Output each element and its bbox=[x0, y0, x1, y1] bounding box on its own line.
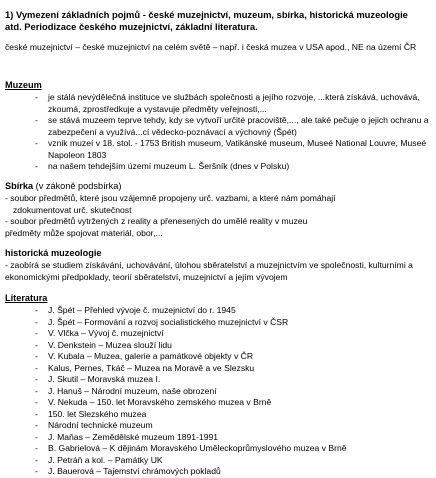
list-item: - V. Denkstein – Muzea slouží lidu bbox=[5, 340, 430, 352]
list-item: - je stálá nevýdělečná instituce ve službách společnosti a jejího rozvoje, ...která získává, uchovává, zkoumá, zprostředkuje a vystavuje předměty veřejnosti,... bbox=[5, 92, 430, 115]
list-item: - na našem tehdejším území muzeum L. Šeršník (dnes v Polsku) bbox=[5, 161, 430, 173]
list-item: - J. Špét – Formování a rozvoj socialistického muzejnictví v ČSR bbox=[5, 317, 430, 329]
sbirka-heading-note: (v zákoně podsbírka) bbox=[35, 181, 122, 191]
list-item: - J. Petráň a kol. – Památky UK bbox=[5, 455, 430, 467]
literatura-heading: Literatura bbox=[5, 293, 48, 303]
list-item: - J. Špét – Přehled vývoje č. muzejnictví do r. 1945 bbox=[5, 305, 430, 317]
muzeum-list bbox=[5, 92, 430, 173]
list-item: - se stává muzeem teprve tehdy, kdy se vytvoří určité pracoviště,..., ale také pečuje o jejich ochranu a zabezpečení a využívá...cí vědecko-poznávací a výchovný (Špét) bbox=[5, 115, 430, 138]
sbirka-heading bbox=[5, 181, 121, 193]
sbirka-heading-text: Sbírka bbox=[5, 181, 34, 191]
literatura-list bbox=[5, 305, 430, 478]
list-item: - J. Bauerová – Tajemství chrámových pokladů bbox=[5, 466, 430, 478]
muzeologie-heading: historická muzeologie bbox=[5, 248, 102, 258]
sbirka-line: - soubor předmětů vytržených z reality a přenesených do umělé reality v muzeu bbox=[5, 216, 308, 226]
list-item: - 150. let Slezského muzea bbox=[5, 409, 430, 421]
intro-paragraph: české muzejnictví – české muzejnictví na celém světě – např. i česká muzea v USA apod., NE na území ČR bbox=[5, 42, 417, 52]
sbirka-line: zdokumentovat urč. skutečnost bbox=[13, 204, 132, 215]
list-item: - Národní technické muzeum bbox=[5, 420, 430, 432]
list-item: - J. Hanuš – Národní muzeum, naše obrození bbox=[5, 386, 430, 398]
muzeum-heading: Muzeum bbox=[5, 80, 42, 90]
list-item: - J. Maňas – Zemědělské muzeum 1891-1991 bbox=[5, 432, 430, 444]
list-item: - Kalus, Pernes, Tkáč – Muzea na Moravě a ve Slezsku bbox=[5, 363, 430, 375]
list-item: - B. Gabrielová – K dějinám Moravského Uměleckoprůmyslového muzea v Brně bbox=[5, 443, 430, 455]
sbirka-line: - soubor předmětů, které jsou vzájemně propojeny urč. vazbami, a které nám pomáhají bbox=[5, 193, 336, 203]
list-item: - V. Nekuda – 150. let Moravského zemského muzea v Brně bbox=[5, 397, 430, 409]
list-item: - J. Skutil – Moravská muzea I. bbox=[5, 374, 430, 386]
list-item: - V. Kubala – Muzea, galerie a památkové objekty v ČR bbox=[5, 351, 430, 363]
list-item: - V. Vlčka – Vývoj č. muzejnictví bbox=[5, 328, 430, 340]
page-title: 1) Vymezení základních pojmů - české muzejnictví, muzeum, sbírka, historická muzeologie atd. Periodizace českého muzejnictví, základní literatura. bbox=[5, 9, 408, 32]
list-item: - vznik muzeí v 18. stol. - 1753 British museum, Vatikánské museum, Museé National Louvre, Museé Napoleon 1803 bbox=[5, 138, 430, 161]
sbirka-line: předměty může spojovat materiál, obor,... bbox=[5, 227, 163, 238]
muzeologie-text: - zaobírá se studiem získávání, uchovávání, úlohou sběratelství a muzejnictvím ve společnosti, kulturními a ekonomickými předpoklady, teorií sběratelství, muzejnictví a jejím vývojem bbox=[5, 260, 413, 282]
sbirka-text bbox=[5, 193, 425, 239]
